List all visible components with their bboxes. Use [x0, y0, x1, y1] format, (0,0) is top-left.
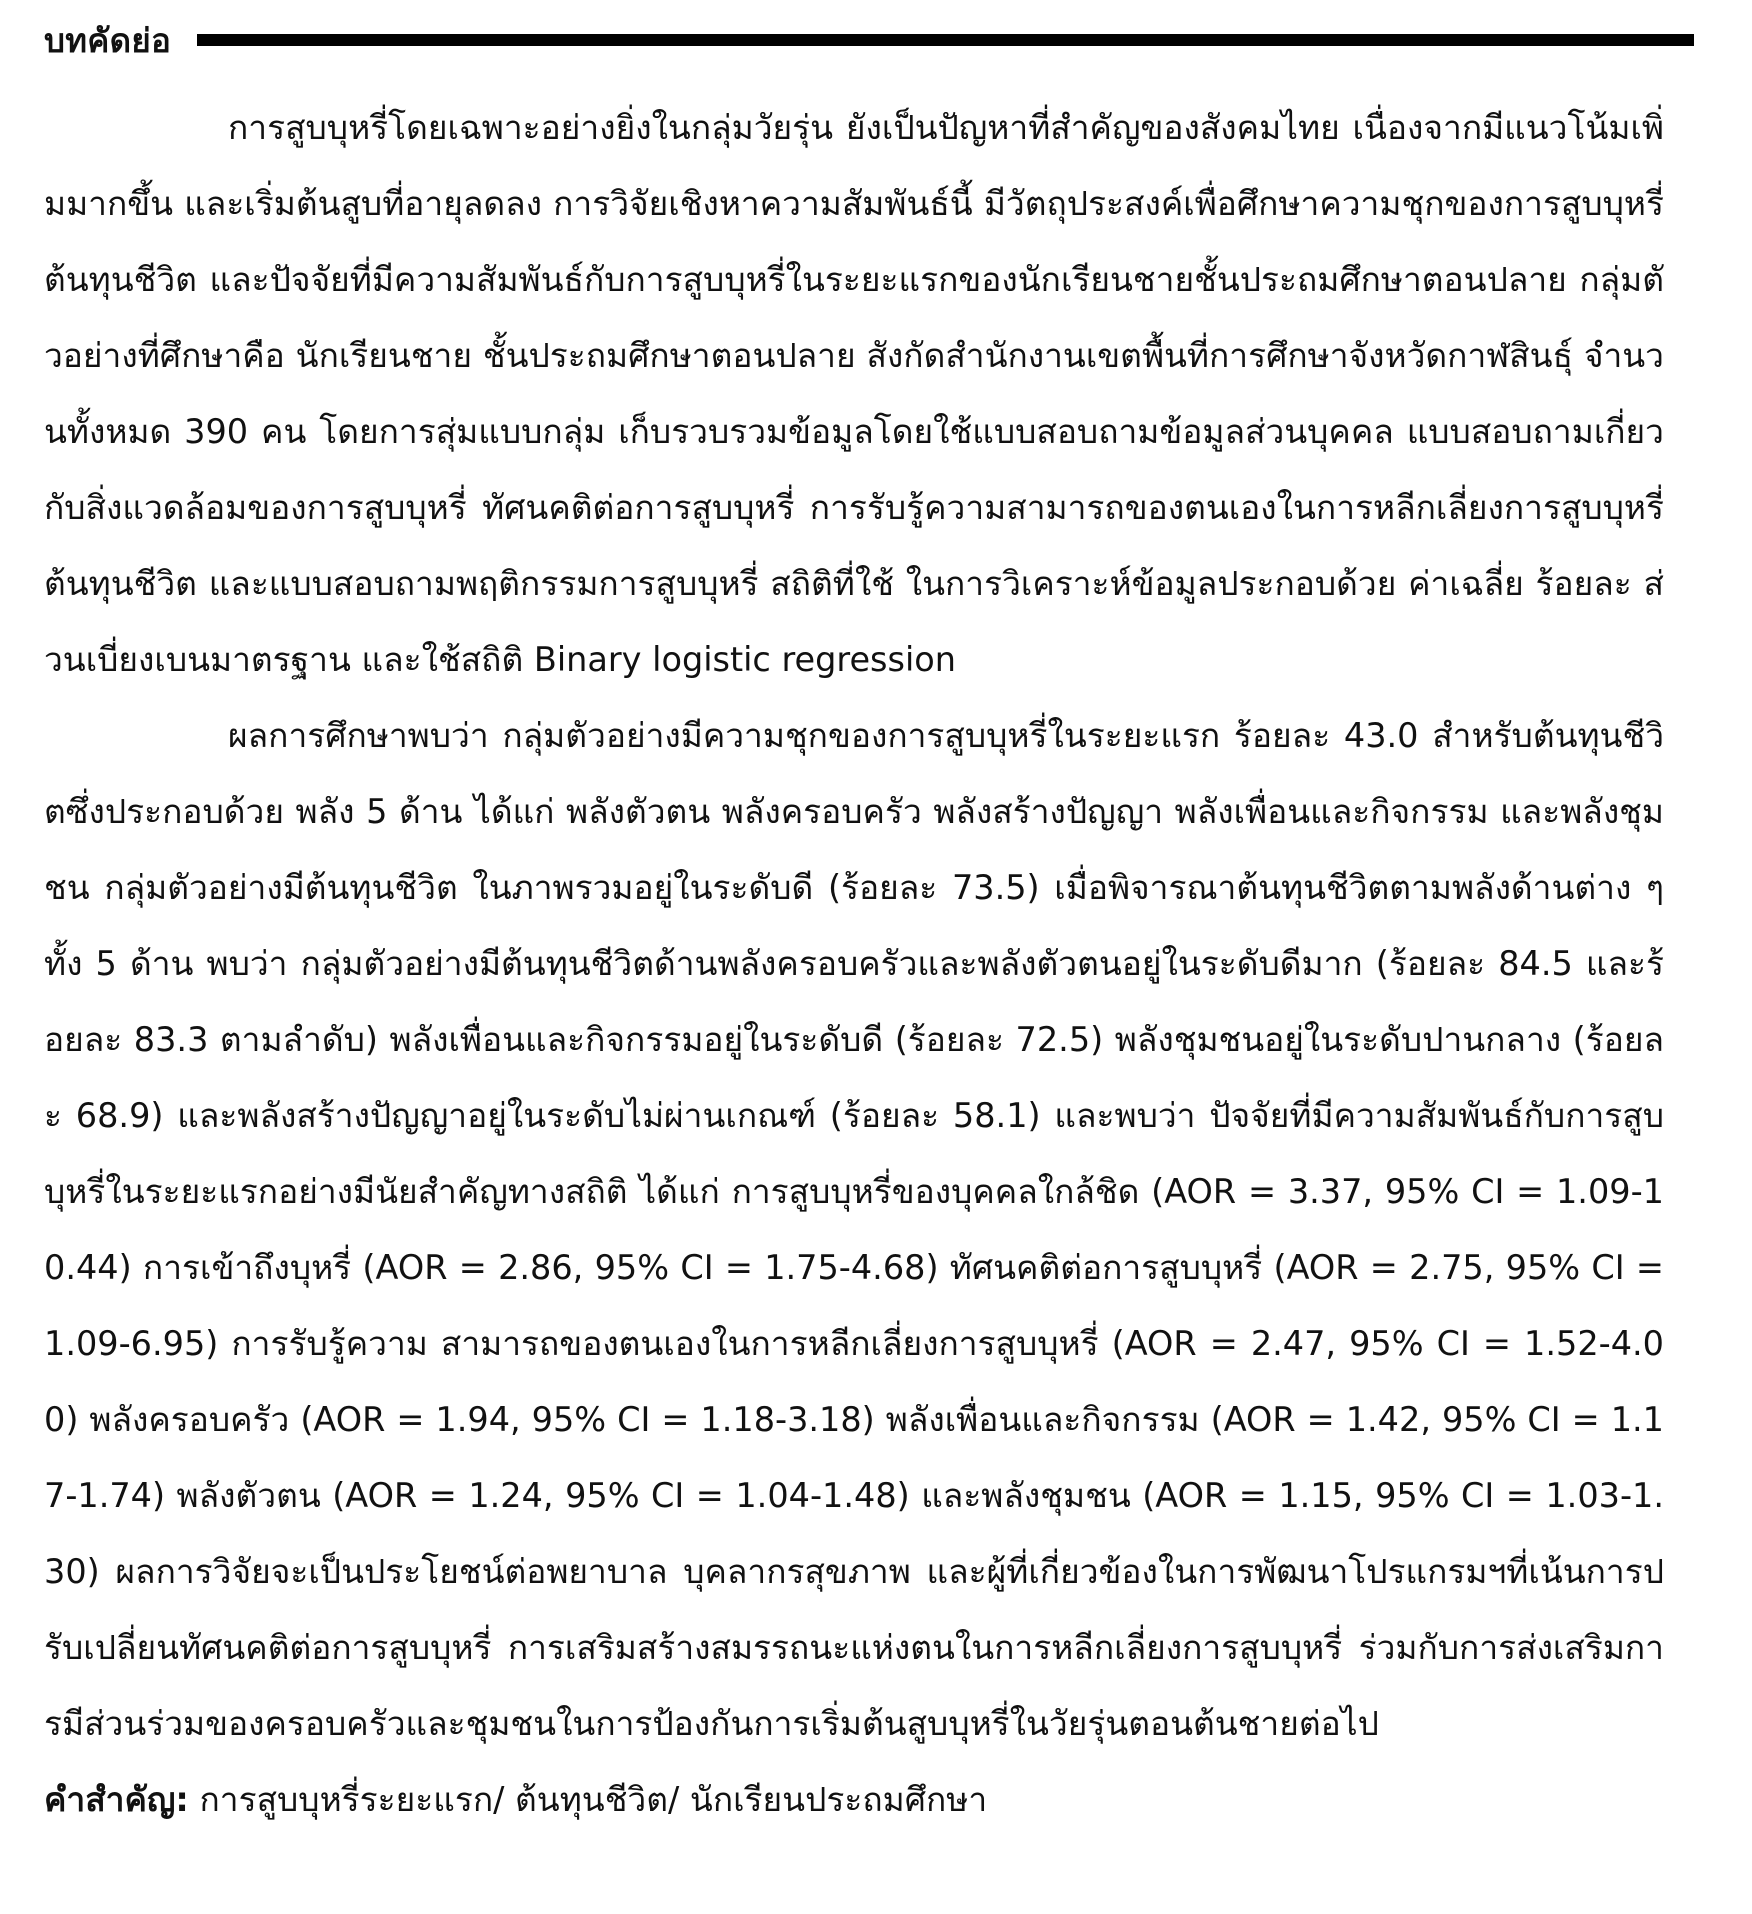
keywords-text: การสูบบุหรี่ระยะแรก/ ต้นทุนชีวิต/ นักเรียนประถมศึกษา — [199, 1780, 988, 1819]
abstract-heading: บทคัดย่อ — [44, 20, 172, 60]
abstract-page — [44, 10, 1664, 1838]
abstract-paragraph-2: ผลการศึกษาพบว่า กลุ่มตัวอย่างมีความชุกของการสูบบุหรี่ในระยะแรก ร้อยละ 43.0 สำหรับต้นทุนชีวิตซึ่งประกอบด้วย พลัง 5 ด้าน ได้แก่ พลังตัวตน พลังครอบครัว พลังสร้างปัญญา พลังเพื่อนและกิจกรรม และพลังชุมชน กลุ่มตัวอย่างมีต้นทุนชีวิต ในภาพรวมอยู่ในระดับดี (ร้อยละ 73.5) เมื่อพิจารณาต้นทุนชีวิตตามพลังด้านต่าง ๆ ทั้ง 5 ด้าน พบว่า กลุ่มตัวอย่างมีต้นทุนชีวิตด้านพลังครอบครัวและพลังตัวตนอยู่ในระดับดีมาก (ร้อยละ 84.5 และร้อยละ 83.3 ตามลำดับ) พลังเพื่อนและกิจกรรมอยู่ในระดับดี (ร้อยละ 72.5) พลังชุมชนอยู่ในระดับปานกลาง (ร้อยละ 68.9) และพลังสร้างปัญญาอยู่ในระดับไม่ผ่านเกณฑ์ (ร้อยละ 58.1) และพบว่า ปัจจัยที่มีความสัมพันธ์กับการสูบบุหรี่ในระยะแรกอย่างมีนัยสำคัญทางสถิติ ได้แก่ การสูบบุหรี่ของบุคคลใกล้ชิด (AOR = 3.37, 95% CI = 1.09-10.44) การเข้าถึงบุหรี่ (AOR = 2.86, 95% CI = 1.75-4.68) ทัศนคติต่อการสูบบุหรี่ (AOR = 2.75, 95% CI = 1.09-6.95) การรับรู้ความ สามารถของตนเองในการหลีกเลี่ยงการสูบบุหรี่ (AOR = 2.47, 95% CI = 1.52-4.00) พลังครอบครัว (AOR = 1.94, 95% CI = 1.18-3.18) พลังเพื่อนและกิจกรรม (AOR = 1.42, 95% CI = 1.17-1.74) พลังตัวตน (AOR = 1.24, 95% CI = 1.04-1.48) และพลังชุมชน (AOR = 1.15, 95% CI = 1.03-1.30) ผลการวิจัยจะเป็นประโยชน์ต่อพยาบาล บุคลากรสุขภาพ และผู้ที่เกี่ยวข้องในการพัฒนาโปรแกรมฯที่เน้นการปรับเปลี่ยนทัศนคติต่อการสูบบุหรี่ การเสริมสร้างสมรรถนะแห่งตนในการหลีกเลี่ยงการสูบบุหรี่ ร่วมกับการส่งเสริมการมีส่วนร่วมของครอบครัวและชุมชนในการป้องกันการเริ่มต้นสูบบุหรี่ในวัยรุ่นตอนต้นชายต่อไป — [44, 716, 1664, 1743]
keywords-line — [44, 1762, 1664, 1838]
abstract-heading-row — [44, 10, 1664, 70]
abstract-paragraph-1: การสูบบุหรี่โดยเฉพาะอย่างยิ่งในกลุ่มวัยรุ่น ยังเป็นปัญหาที่สำคัญของสังคมไทย เนื่องจากมีแนวโน้มเพิ่มมากขึ้น และเริ่มต้นสูบที่อายุลดลง การวิจัยเชิงหาความสัมพันธ์นี้ มีวัตถุประสงค์เพื่อศึกษาความชุกของการสูบบุหรี่ ต้นทุนชีวิต และปัจจัยที่มีความสัมพันธ์กับการสูบบุหรี่ในระยะแรกของนักเรียนชายชั้นประถมศึกษาตอนปลาย กลุ่มตัวอย่างที่ศึกษาคือ นักเรียนชาย ชั้นประถมศึกษาตอนปลาย สังกัดสำนักงานเขตพื้นที่การศึกษาจังหวัดกาฬสินธุ์ จำนวนทั้งหมด 390 คน โดยการสุ่มแบบกลุ่ม เก็บรวบรวมข้อมูลโดยใช้แบบสอบถามข้อมูลส่วนบุคคล แบบสอบถามเกี่ยวกับสิ่งแวดล้อมของการสูบบุหรี่ ทัศนคติต่อการสูบบุหรี่ การรับรู้ความสามารถของตนเองในการหลีกเลี่ยงการสูบบุหรี่ ต้นทุนชีวิต และแบบสอบถามพฤติกรรมการสูบบุหรี่ สถิติที่ใช้ ในการวิเคราะห์ข้อมูลประกอบด้วย ค่าเฉลี่ย ร้อยละ ส่วนเบี่ยงเบนมาตรฐาน และใช้สถิติ Binary logistic regression — [44, 108, 1664, 679]
heading-rule — [197, 34, 1694, 46]
keywords-label: คำสำคัญ: — [44, 1780, 189, 1819]
